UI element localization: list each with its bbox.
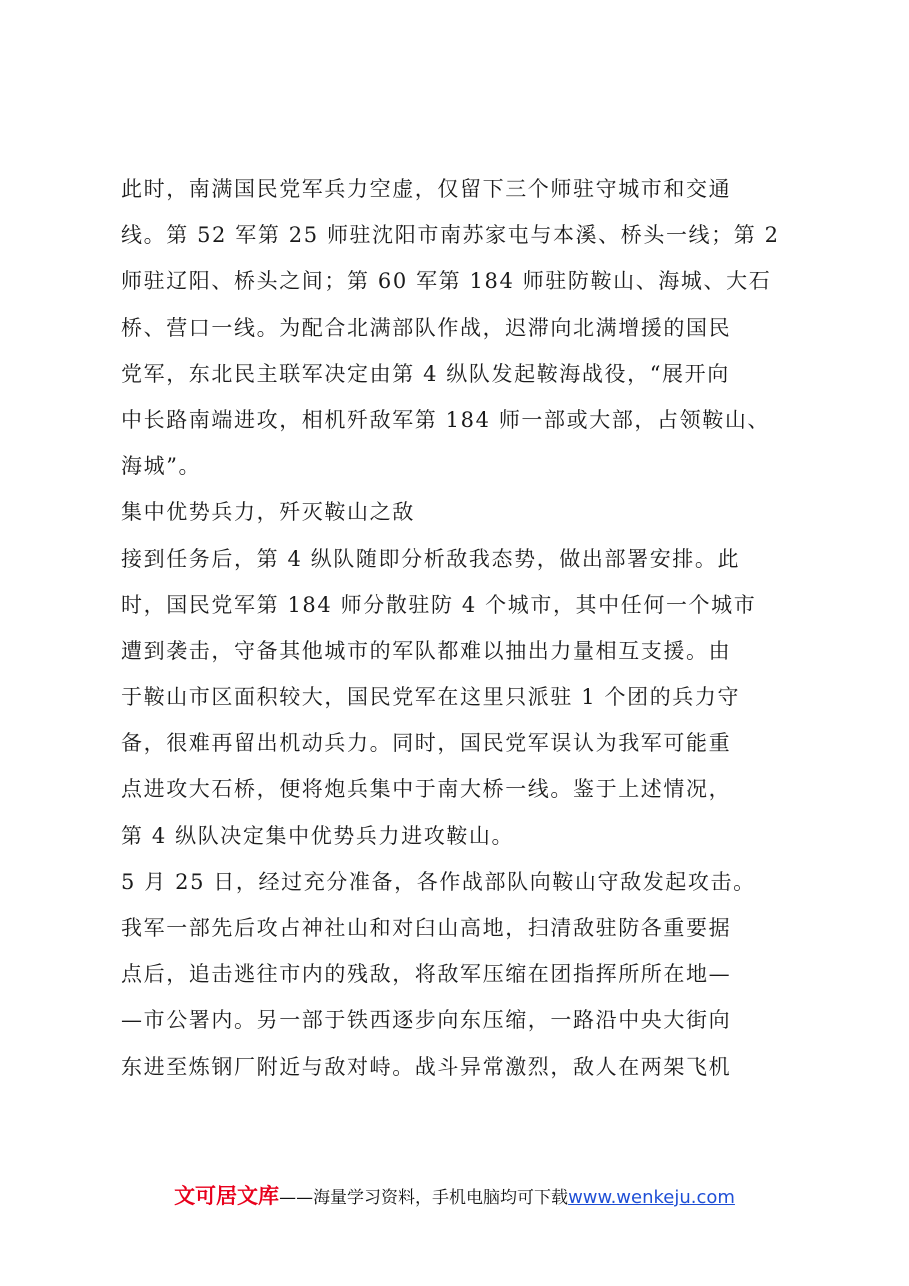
text-line: —市公署内。另一部于铁西逐步向东压缩，一路沿中央大街向 (121, 1008, 732, 1033)
brand-name: 文可居文库 (174, 1184, 280, 1208)
text-line: 桥、营口一线。为配合北满部队作战，迟滞向北满增援的国民 (121, 315, 732, 340)
footer-tagline: ——海量学习资料，手机电脑均可下载 (279, 1188, 569, 1208)
text-line: 线。第 52 军第 25 师驻沈阳市南苏家屯与本溪、桥头一线；第 2 (121, 223, 780, 248)
text-line: 海城”。 (121, 454, 202, 479)
text-line: 党军，东北民主联军决定由第 4 纵队发起鞍海战役，“展开向 (121, 361, 730, 386)
section-heading: 集中优势兵力，歼灭鞍山之敌 (121, 500, 415, 525)
document-body (121, 166, 809, 1090)
text-line: 备，很难再留出机动兵力。同时，国民党军误认为我军可能重 (121, 731, 732, 756)
footer-banner (0, 1180, 909, 1210)
text-line: 点后，追击逃往市内的残敌，将敌军压缩在团指挥所所在地— (121, 962, 732, 987)
text-line: 中长路南端进攻，相机歼敌军第 184 师一部或大部，占领鞍山、 (121, 407, 771, 432)
text-line: 点进攻大石桥，便将炮兵集中于南大桥一线。鉴于上述情况， (121, 777, 732, 802)
text-line: 接到任务后，第 4 纵队随即分析敌我态势，做出部署安排。此 (121, 546, 741, 571)
text-line: 时，国民党军第 184 师分散驻防 4 个城市，其中任何一个城市 (121, 592, 757, 617)
text-line: 此时，南满国民党军兵力空虚，仅留下三个师驻守城市和交通 (121, 177, 732, 201)
text-line: 第 4 纵队决定集中优势兵力进攻鞍山。 (121, 823, 515, 848)
text-line: 我军一部先后攻占神社山和对臼山高地，扫清敌驻防各重要据 (121, 916, 732, 940)
text-line: 东进至炼钢厂附近与敌对峙。战斗异常激烈，敌人在两架飞机 (121, 1054, 732, 1079)
website-link[interactable]: www.wenkeju.com (568, 1187, 735, 1208)
text-line: 5 月 25 日，经过充分准备，各作战部队向鞍山守敌发起攻击。 (121, 869, 756, 894)
text-line: 于鞍山市区面积较大，国民党军在这里只派驻 1 个团的兵力守 (121, 685, 741, 710)
text-line: 遭到袭击，守备其他城市的军队都难以抽出力量相互支援。由 (121, 638, 732, 663)
text-line: 师驻辽阳、桥头之间；第 60 军第 184 师驻防鞍山、海城、大石 (121, 269, 772, 294)
